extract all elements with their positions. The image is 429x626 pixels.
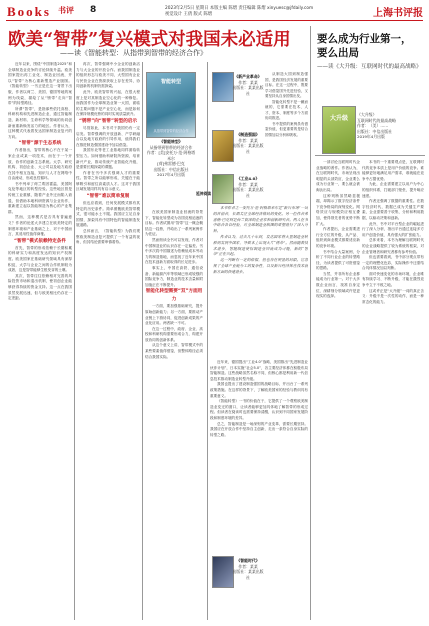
side-subhead: ——读《大升级：互联网时代的最高战略》 xyxy=(317,64,422,70)
section-brand: Books xyxy=(7,4,51,19)
paragraph: 从这个意义上讲，智带模式中的某些要素值得借鉴，但整体路径必须结合我国实际。 xyxy=(145,343,203,359)
section-heading: “智带”模式依赖特定条件 xyxy=(14,238,66,244)
book-cover-a xyxy=(212,72,234,102)
book-caption-body: 作者：某某 出版社：某某出版社 xyxy=(232,79,264,96)
paragraph: 但也应看到，任何发展模式都有其特定的历史条件。简单照搬欧美智带模式，很可能水土不服。我国应立足自身国情，探索具有中国特色的智能制造发展道路。 xyxy=(76,201,140,228)
book-caption-a xyxy=(232,74,264,96)
paragraph: 作者还强调了数据的重要性。在数字经济时代，数据已成为关键生产要素，企业需要善于收集、分析和利用数据，以驱动决策和创新。 xyxy=(362,199,424,220)
paragraph: 近年来，德国提出“工业4.0”战略，美国推出“先进制造业伙伴计划”，日本实施“社会5.0”，各主要经济体都在积极布局智能制造。这些战略虽然名称不同，但核心都是利用新一代信息技术推动制造业转型升级。 xyxy=(210,360,308,381)
paragraph: 这种判断虽然略显极端，却揭示了数字经济条件下竞争格局的深刻变化。网络效应与规模效应相互叠加，使得领先者的优势不断扩大。 xyxy=(316,193,360,226)
book-cover-c xyxy=(212,174,234,204)
book-cover-title: 智能转型 xyxy=(160,79,181,85)
paragraph: 然而，这种模式是否具有普遍意义？作者的论述大多建立在欧美特定的制度环境和产业基础之上，对于中国而言，其适用性值得商榷。 xyxy=(8,215,72,237)
column-divider xyxy=(74,62,75,620)
paragraph: 所谓“智带”，是指那些依托高校、科研机构和先进制造企业，通过智能制造、新材料、生命科学等领域的协同创新而重新焕发活力的地区。作者认为，这种模式代表着发达国家制造业复兴的方向。 xyxy=(8,106,72,139)
paragraph: 智能化转型不是一蹴而就的，它需要在技术、人才、资本、制度等多个方面协同推进。 xyxy=(265,99,308,120)
book-caption-body: 作者：某某 出版社：某某出版社 xyxy=(232,563,264,580)
book-cover-side xyxy=(322,106,356,154)
paragraph: 作者在书中多次强调人才的重要性。智带之所以能够形成，关键在于能够吸引和留住高素质人才。这对于我国区域发展同样具有启示意义。 xyxy=(76,170,140,192)
article-column-2 xyxy=(76,62,140,620)
side-article-column-1 xyxy=(316,160,360,620)
book-caption-body: 作者：某某 出版社：某某出版社 xyxy=(232,137,264,154)
paragraph: 书中提供的案例虽有借鉴价值，但更重要的是结合国情加以分析和吸收。 xyxy=(265,121,308,137)
book-caption-title: 《智能时代》 xyxy=(236,558,260,563)
paragraph: 近年以来，围绕“中国制造2025”和全球制造业竞争的讨论持续升温。欧美国家提出再工业化、制造业回流，并以“智带”为核心重新塑造产业版图。《智能转型》一书正是在这一背景下出版，作者以荷兰、美国、德国等地的案例为线索，描绘了从“锈带”走向“智带”的转型路径。 xyxy=(8,62,72,106)
article-column-1 xyxy=(8,62,72,620)
side-divider xyxy=(315,155,425,156)
section-name: 书评 xyxy=(58,6,74,15)
paragraph: 尽管如此，本书对于我国仍有一定启发。智带强调的开放创新、产学研融合以及地方政府的引导作用，值得我们在推进制造强国建设中加以借鉴。 xyxy=(76,125,140,147)
paragraph: 在这一过程中，政府、企业、高校和科研机构需要形成合力，构建开放协同的创新体系。 xyxy=(145,326,203,342)
paragraph: 总体来看，本书为理解互联网时代的企业战略提供了较为系统的框架，对企业管理者和研究者都有参考价值。 xyxy=(362,238,424,254)
side-headline-line1: 要么成为行业第一， xyxy=(317,33,412,45)
paragraph: 其次，智带往往依赖相对完善的风险投资市场和退出机制，使初创企业能够获得持续的资金支持。这一点在我国虽然发展迅速，但与欧美相比仍存在一定差距。 xyxy=(8,273,72,301)
book-caption-title: 《智能转型》 xyxy=(159,139,183,144)
paragraph: 这或许正是“大升级”一词的真正含义：升级不是一次性的动作，而是一种常态化的能力。 xyxy=(362,288,424,304)
paragraph: 当然，并非所有企业都能成为行业第一。对于大多数企业而言，找准自身定位、深耕细分领域或许是更现实的选择。 xyxy=(316,271,360,299)
paragraph: 再次，智带强调中小企业的创新活力与大企业的开放合作。而我国制造业的组织形态与欧美不同，大型国有企业与民营企业在资源获取上存在差异，协同创新的机制仍需探索。 xyxy=(76,62,140,89)
paragraph: 总之，智能制造是一场深刻的产业变革，需要长期坚持。我国应在开放合作中坚持自主创新，走出一条符合自身实际的转型之路。 xyxy=(210,421,308,437)
book-caption-b xyxy=(232,132,264,154)
paragraph: 总体而言，《智能转型》为我们观察欧美制造业复兴提供了一个有益的视角，但其结论需要审慎看待。 xyxy=(76,229,140,245)
section-heading: “智带”难以简单复制 xyxy=(86,194,130,200)
side-headline-line2: 要么出局 xyxy=(317,47,359,59)
paragraph: 此外，欧美智带的兴起，在很大程度上是对其制造业空心化的一种修复。而我国作为全球制造业第一大国，面临的主要问题不是产业空心化，而是如何在保持规模优势的同时实现质量跃升。 xyxy=(76,89,140,117)
book-caption-title: 《制造强国》 xyxy=(236,132,260,137)
paragraph: 书中列举了荷兰埃因霍温、美国阿克伦等地区的转型经验。这些地区曾是传统工业重镇，随着产业外迁而陷入衰退，但借助本地科研资源与企业协作，重新建立起以智能制造为核心的产业集群。 xyxy=(8,181,72,214)
section-heading: “智带”源于生态系统 xyxy=(18,141,62,147)
further-reading-label: 延伸阅读 xyxy=(196,191,212,196)
paragraph: 我国东北等老工业基地同样面临转型压力。如何借助科研院所资源，培育新兴产业，推动传统产业智能化升级，是需要长期探索的课题。 xyxy=(76,148,140,170)
paragraph: 首先，智带的形成依赖于长期积累的科研实力和高度发达的知识产权制度。欧美国家在基础研究领域具有深厚积淀，大学与企业之间的合作机制较为成熟，这是智带能够生根发芽的土壤。 xyxy=(8,245,72,273)
paragraph: 从制造大国到制造强国，是我国经济发展的重要目标。在这一过程中，既要学习借鉴国外先进经验，又要坚持从自身国情出发。 xyxy=(265,72,308,98)
paragraph: 本书的一个重要观点是，互联网时代的竞争本质上是用户价值的竞争。谁能够更好地满足用户需求，谁就能在竞争中占据优势。 xyxy=(362,160,424,181)
editor-meta: 2023年2月5日 星期日 本版主编 陈熠 责任编辑 陈熠 xinyuesc@jfdaily.com xyxy=(165,6,314,11)
section-heading: “锈带”向“智带”转型的启示 xyxy=(78,118,137,124)
column-divider xyxy=(142,62,143,620)
paragraph: 作者认为，过去几十年间，发达国家将大量制造业转移到发展中国家，导致本土出现大片“锈带”。然而随着技术进步，智能制造使得制造业回流成为可能，新的“智带”正在兴起。 xyxy=(213,234,308,257)
paragraph: 然而细读全书可以发现，作者对中国制造业的认识存在一定偏差。书中多次将中国描述为依赖低成本劳动力的制造基地，而忽视了近年来中国在技术创新方面取得的长足进步。 xyxy=(145,237,203,265)
side-article-column-2 xyxy=(362,160,424,620)
main-headline: 欧美“智带”复兴模式对我国未必适用 xyxy=(8,30,291,50)
paragraph: 作者指出，智带的核心不在于某一家企业或某一项技术，而在于一个开放、协作的创新生态系统。大学、研究机构、初创企业、大公司以及地方政府在其中相互连接，知识与人才在网络中自由流动，形成良性循环。 xyxy=(8,148,72,181)
book-sidebar-text xyxy=(265,72,308,202)
masthead xyxy=(0,0,429,22)
book-caption-body: 从指带到智带的经济合作 作者：[美]安托万·范·阿格塔米尔 [荷]弗雷德·巴克 出版社：中信出版社 2017年4月出版 xyxy=(146,144,196,177)
article-column-3 xyxy=(145,210,203,620)
paragraph: 一方面，要加强基础研究，提升原始创新能力；另一方面，要推动产业链上下游协同，促进创新成果的产业化应用。两者缺一不可。 xyxy=(145,304,203,326)
paragraph: 但也需要看到，书中部分观点带有一定的理想化色彩，实际操作中还需结合具体情况加以判断。 xyxy=(362,255,424,271)
paragraph: 书中结合大量案例，分析了不同行业企业的转型路径，为读者提供了可资借鉴的思路。 xyxy=(316,249,360,271)
book-caption-c xyxy=(232,176,264,198)
paragraph: 面对快速变化的市场环境，企业唯有持续学习、不断升级，才能在激烈竞争中立于不败之地。 xyxy=(362,271,424,288)
book-caption-d xyxy=(232,558,264,580)
book-caption-title: 《新产业革命》 xyxy=(234,74,262,79)
paragraph: 此外，书中对平台型企业的崛起进行了深入分析，指出平台通过连接多方用户创造价值，具有强大的扩张能力。 xyxy=(362,221,424,237)
book-cover-main xyxy=(146,72,196,138)
header-rule xyxy=(6,20,423,21)
book-caption-side: 《大升级》 互联网时代的最高战略 作者：（美）…… 出版社：中信出版社 2019年4月出版 xyxy=(357,112,396,139)
paragraph: 《智能转型》一书的价值在于，它提供了一个观察欧美制造业变迁的窗口，让读者能够更加具体地了解智带的形成过程。但读者在阅读时也需要保持清醒，认识到不同国家发展阶段和制度环境的差异。 xyxy=(210,399,308,420)
column-divider xyxy=(310,26,311,620)
paragraph: 在欧美国家制造业回流的背景下，智能化转型成为各国竞相追逐的目标。作者试图用“智带”这一概念概括这一趋势，并给出了一系列案例作为佐证。 xyxy=(145,210,203,237)
section-heading: 智能化转型需要“双”方面用力 xyxy=(145,289,203,303)
paragraph: 为此，企业需要建立以用户为中心的组织体系，打破部门壁垒，提升响应速度。 xyxy=(362,182,424,198)
paragraph: 事实上，中国在高铁、通信设备、新能源汽车等领域已形成较强的国际竞争力，制造业的技术含量和附加值正在不断提升。 xyxy=(145,265,203,287)
book-cover-b xyxy=(212,130,234,162)
book-cover-d xyxy=(212,556,234,588)
book-cover-subtitle: 从指带到智带的经济合作 xyxy=(153,129,189,133)
book-caption-main xyxy=(145,139,197,178)
paragraph: 我国也提出了建设制造强国的战略目标，并出台了一系列政策措施。在这样的背景下，了解欧美国家的经验与教训具有重要意义。 xyxy=(210,382,308,398)
paragraph: 一部讨论互联网时代企业战略的著作。作者认为，在互联网时代，市场呈现出明显的头部效应，企业要么成为行业第一，要么就会被淘汰出局。 xyxy=(316,160,360,192)
paragraph: 本书作者之一安托万·范·阿格塔米尔是“新兴市场”一词的首创者，长期关注全球经济格局的变化。另一位作者弗雷德·巴克则是荷兰资深的企业家和创新研究者。两人在书中结合各自经验，对全球制造业版图的重塑进行了深入分析。 xyxy=(213,206,308,234)
paragraph: 这一判断有一定的依据，但也存在明显的局限。它忽视了全球产业链分工的复杂性，以及新兴经济体在技术创新方面的快速进步。 xyxy=(213,258,308,274)
side-headline xyxy=(317,32,425,60)
paragraph: 作者提出，企业需要进行全方位的升级，从产品、组织到商业模式都要适应新的竞争环境。 xyxy=(316,227,360,248)
newspaper-logo: 上海书评报 xyxy=(373,8,423,19)
main-subhead: ——读《智能转型：从指带到智带的经济合作》 xyxy=(60,49,207,57)
book-cover-title: 大升级 xyxy=(329,115,348,122)
editor-meta-2: 视觉设计 王倩 版式 陈熠 xyxy=(165,12,213,17)
page-number: 8 xyxy=(90,5,97,15)
book-caption-title: 《工业4.0》 xyxy=(236,176,260,181)
essay-column xyxy=(213,206,308,356)
column-divider xyxy=(207,62,208,620)
book-caption-body: 作者：某某 出版社：某某出版社 xyxy=(232,181,264,198)
